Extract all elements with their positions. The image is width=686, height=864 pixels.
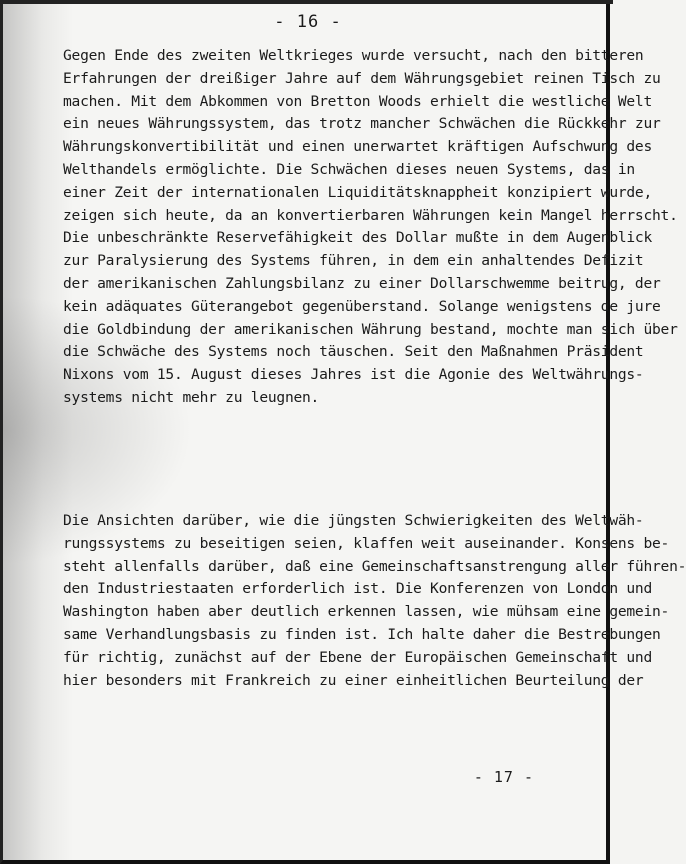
text-line: Nixons vom 15. August dieses Jahres ist die Agonie des Weltwährungs- [63,366,644,384]
text-line: Die unbeschränkte Reservefähigkeit des Dollar mußte in dem Augenblick [63,229,652,247]
text-line: machen. Mit dem Abkommen von Bretton Woods erhielt die westliche Welt [63,92,652,110]
text-line: den Industriestaaten erforderlich ist. Die Konferenzen von London und [63,580,652,598]
page-top-edge [3,0,613,4]
text-line: Die Ansichten darüber, wie die jüngsten Schwierigkeiten des Weltwäh- [63,512,644,529]
text-line: Währungskonvertibilität und einen unerwartet kräftigen Aufschwung des [63,138,652,156]
text-line: einer Zeit der internationalen Liquiditätsknappheit konzipiert wurde, [63,183,652,201]
text-line: rungssystems zu beseitigen seien, klaffen weit auseinander. Konsens be- [63,534,670,552]
text-line: kein adäquates Güterangebot gegenüberstand. Solange wenigstens de jure [63,297,661,315]
text-line: die Goldbindung der amerikanischen Währung bestand, mochte man sich über [63,320,678,338]
text-line: Welthandels ermöglichte. Die Schwächen dieses neuen Systems, das in [63,160,635,178]
continuation-marker: - 17 - [473,768,534,786]
text-line: systems nicht mehr zu leugnen. [63,388,320,406]
paragraph-1 [63,45,678,410]
text-line: steht allenfalls darüber, daß eine Gemeinschaftsanstrengung aller führen- [63,557,686,575]
text-line: same Verhandlungsbasis zu finden ist. Ich halte daher die Bestrebungen [63,625,661,643]
text-line: Erfahrungen der dreißiger Jahre auf dem Währungsgebiet reinen Tisch zu [63,69,661,87]
text-line: hier besonders mit Frankreich zu einer einheitlichen Beurteilung der [63,671,644,689]
page-number: - 16 - [274,12,342,32]
text-line: die Schwäche des Systems noch täuschen. Seit den Maßnahmen Präsident [63,343,644,361]
text-line: ein neues Währungssystem, das trotz mancher Schwächen die Rückkehr zur [63,115,661,133]
text-line: Washington haben aber deutlich erkennen lassen, wie mühsam eine gemein- [63,603,670,621]
text-line: zur Paralysierung des Systems führen, in dem ein anhaltendes Defizit [63,252,644,270]
text-line: der amerikanischen Zahlungsbilanz zu einer Dollarschwemme beitrug, der [63,274,661,292]
text-line: zeigen sich heute, da an konvertierbaren Währungen kein Mangel herrscht. [63,206,678,224]
text-line: Gegen Ende des zweiten Weltkrieges wurde versucht, nach den bitteren [63,47,644,64]
paragraph-2 [63,510,686,692]
text-line: für richtig, zunächst auf der Ebene der Europäischen Gemeinschaft und [63,648,652,666]
